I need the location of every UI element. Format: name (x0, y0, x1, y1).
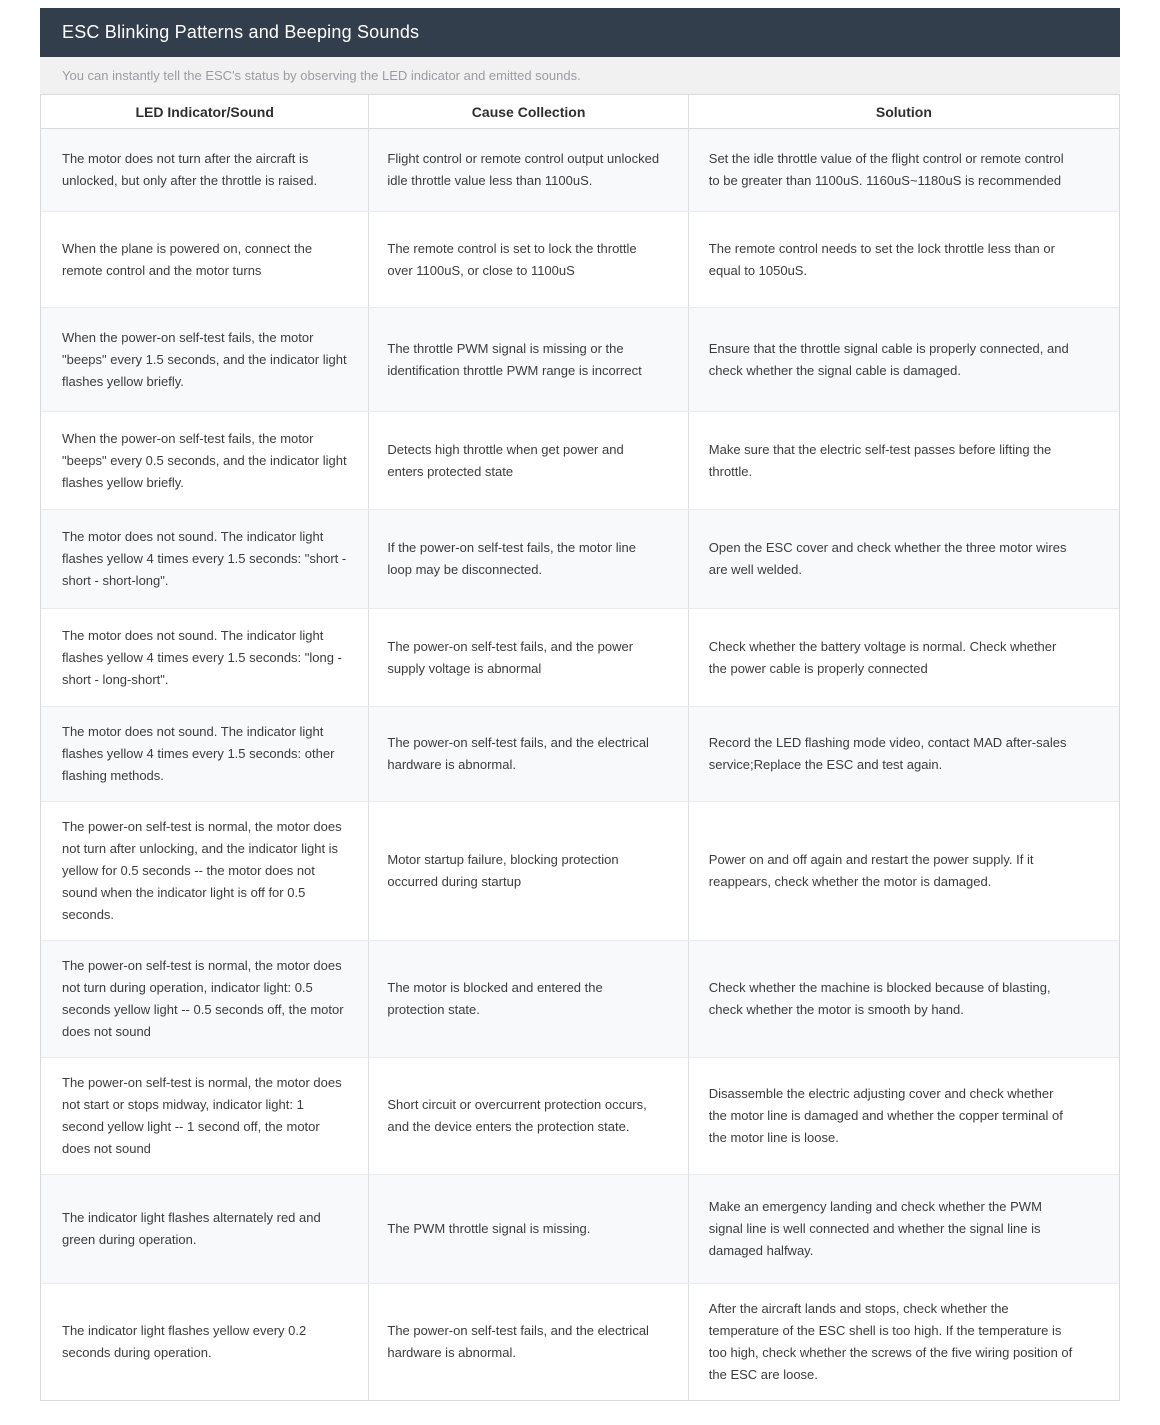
table-row (41, 1175, 1119, 1284)
cell-led-indicator (41, 212, 368, 307)
cell-led-indicator (41, 707, 368, 801)
section-title-bar (40, 8, 1120, 57)
cell-solution-text: Record the LED flashing mode video, contact MAD after-sales service;Replace the ESC and test again. (708, 735, 1067, 772)
cell-led-indicator-text: The indicator light flashes alternately red and green during operation. (62, 1210, 321, 1247)
cell-cause-text: The motor is blocked and entered the protection state. (387, 980, 603, 1017)
cell-led-indicator-text: When the power-on self-test fails, the motor "beeps" every 1.5 seconds, and the indicator light flashes yellow briefly. (62, 329, 347, 389)
cell-led-indicator (41, 609, 368, 706)
cell-cause (368, 212, 687, 307)
cell-solution-text: Make an emergency landing and check whether the PWM signal line is well connected and whether the signal line is damaged halfway. (708, 1199, 1042, 1258)
table-header-row (41, 95, 1119, 129)
cell-cause (368, 1175, 687, 1283)
cell-solution-text: Open the ESC cover and check whether the three motor wires are well welded. (708, 540, 1067, 577)
cell-solution (688, 609, 1119, 706)
cell-led-indicator-text: The power-on self-test is normal, the motor does not start or stops midway, indicator light: 1 second yellow light -- 1 second off, the motor does not sound (62, 1075, 342, 1156)
cell-led-indicator (41, 510, 368, 608)
page-title: ESC Blinking Patterns and Beeping Sounds (62, 22, 420, 42)
table-row (41, 609, 1119, 707)
cell-solution-text: Ensure that the throttle signal cable is properly connected, and check whether the signal cable is damaged. (708, 340, 1069, 378)
cell-solution-text: Power on and off again and restart the power supply. If it reappears, check whether the motor is damaged. (708, 852, 1034, 889)
table-row (41, 510, 1119, 609)
cell-led-indicator-text: When the plane is powered on, connect the remote control and the motor turns (62, 240, 313, 278)
cell-cause-text: The remote control is set to lock the throttle over 1100uS, or close to 1100uS (387, 240, 637, 278)
subtitle-text: You can instantly tell the ESC's status by observing the LED indicator and emitted sounds. (40, 57, 1120, 94)
cell-cause-text: The throttle PWM signal is missing or the identification throttle PWM range is incorrect (387, 340, 642, 378)
cell-solution (688, 1175, 1119, 1283)
cell-cause (368, 802, 687, 940)
cell-led-indicator-text: The motor does not turn after the aircraft is unlocked, but only after the throttle is raised. (62, 151, 318, 188)
cell-cause (368, 1058, 687, 1174)
column-header-led-indicator: LED Indicator/Sound (135, 103, 274, 120)
table-row (41, 412, 1119, 510)
cell-cause-text: The power-on self-test fails, and the electrical hardware is abnormal. (387, 735, 649, 772)
cell-led-indicator-text: The motor does not sound. The indicator light flashes yellow 4 times every 1.5 seconds: other flashing methods. (62, 724, 335, 783)
cell-solution (688, 129, 1119, 211)
table-row (41, 1284, 1119, 1400)
cell-solution-text: The remote control needs to set the lock throttle less than or equal to 1050uS. (708, 240, 1055, 278)
cell-led-indicator-text: The power-on self-test is normal, the motor does not turn during operation, indicator light: 0.5 seconds yellow light -- 0.5 seconds off, the motor does not sound (62, 958, 344, 1039)
cell-led-indicator-text: The motor does not sound. The indicator light flashes yellow 4 times every 1.5 seconds: "long - short - long-short". (62, 627, 342, 687)
cell-led-indicator (41, 308, 368, 411)
cell-solution (688, 941, 1119, 1057)
cell-cause-text: The PWM throttle signal is missing. (387, 1221, 591, 1236)
table-row (41, 308, 1119, 412)
cell-cause-text: Motor startup failure, blocking protection occurred during startup (387, 852, 619, 889)
cell-led-indicator (41, 412, 368, 509)
cell-led-indicator (41, 941, 368, 1057)
cell-solution (688, 412, 1119, 509)
cell-solution-text: Disassemble the electric adjusting cover and check whether the motor line is damaged and whether the copper terminal of the motor line is loose. (708, 1086, 1063, 1145)
cell-solution-text: Check whether the battery voltage is normal. Check whether the power cable is properly connected (708, 638, 1057, 676)
cell-solution-text: Check whether the machine is blocked because of blasting, check whether the motor is smooth by hand. (708, 980, 1051, 1017)
cell-cause (368, 129, 687, 211)
cell-solution (688, 510, 1119, 608)
cell-solution (688, 802, 1119, 940)
cell-solution (688, 308, 1119, 411)
cell-cause (368, 1284, 687, 1400)
cell-led-indicator (41, 1058, 368, 1174)
cell-led-indicator-text: The motor does not sound. The indicator light flashes yellow 4 times every 1.5 seconds: "short - short - short-long". (62, 529, 347, 588)
cell-solution (688, 212, 1119, 307)
esc-status-table (40, 94, 1120, 1401)
table-row (41, 1058, 1119, 1175)
cell-cause (368, 412, 687, 509)
cell-led-indicator-text: The indicator light flashes yellow every 0.2 seconds during operation. (62, 1323, 307, 1360)
cell-cause (368, 941, 687, 1057)
cell-cause-text: Flight control or remote control output unlocked idle throttle value less than 1100uS. (387, 151, 660, 188)
cell-solution-text: Set the idle throttle value of the flight control or remote control to be greater than 1100uS. 1160uS~1180uS is recommended (708, 151, 1064, 188)
cell-cause-text: The power-on self-test fails, and the electrical hardware is abnormal. (387, 1323, 649, 1360)
table-body (41, 129, 1119, 1400)
cell-cause (368, 308, 687, 411)
table-row (41, 707, 1119, 802)
cell-cause-text: The power-on self-test fails, and the power supply voltage is abnormal (387, 638, 634, 676)
cell-led-indicator (41, 802, 368, 940)
cell-cause-text: Detects high throttle when get power and enters protected state (387, 441, 624, 479)
column-header-solution: Solution (688, 95, 1119, 128)
cell-solution-text: Make sure that the electric self-test passes before lifting the throttle. (708, 441, 1052, 479)
cell-led-indicator (41, 1175, 368, 1283)
cell-solution (688, 707, 1119, 801)
cell-cause-text: If the power-on self-test fails, the motor line loop may be disconnected. (387, 540, 636, 577)
table-row (41, 129, 1119, 212)
cell-solution-text: After the aircraft lands and stops, check whether the temperature of the ESC shell is too high. If the temperature is too high, check whether the screws of the five wiring position of the ESC are loose. (708, 1301, 1073, 1382)
table-row (41, 212, 1119, 308)
cell-solution (688, 1058, 1119, 1174)
cell-cause (368, 510, 687, 608)
cell-led-indicator (41, 129, 368, 211)
cell-led-indicator (41, 1284, 368, 1400)
cell-solution (688, 1284, 1119, 1400)
cell-cause-text: Short circuit or overcurrent protection occurs, and the device enters the protection state. (387, 1097, 647, 1134)
table-row (41, 802, 1119, 941)
column-header-cause: Cause Collection (368, 95, 687, 128)
cell-led-indicator-text: When the power-on self-test fails, the motor "beeps" every 0.5 seconds, and the indicator light flashes yellow briefly. (62, 430, 347, 490)
cell-cause (368, 609, 687, 706)
table-row (41, 941, 1119, 1058)
cell-cause (368, 707, 687, 801)
cell-led-indicator-text: The power-on self-test is normal, the motor does not turn after unlocking, and the indicator light is yellow for 0.5 seconds -- the motor does not sound when the indicator light is off for 0.5 seconds. (62, 819, 342, 922)
